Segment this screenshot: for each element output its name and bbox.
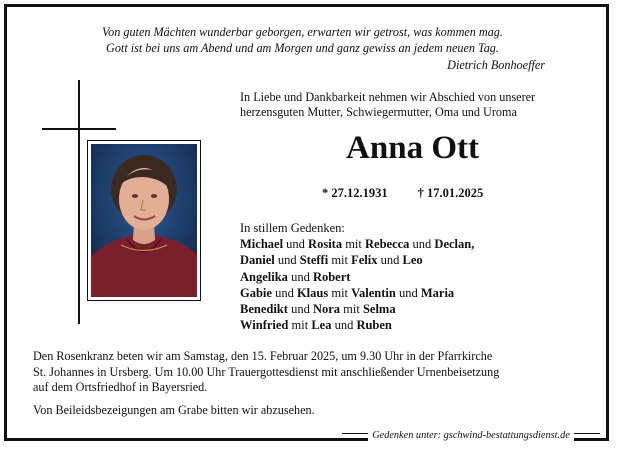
- intro-line-2: herzensguten Mutter, Schwiegermutter, Oma und Uroma: [240, 105, 517, 119]
- memorial-website-link[interactable]: Gedenken unter: gschwind-bestattungsdienst.de: [368, 430, 574, 441]
- portrait-frame: [87, 140, 201, 301]
- mourner-name: Ruben: [356, 318, 392, 333]
- mourner-line: [240, 317, 580, 333]
- mourner-name: Steffi: [299, 253, 329, 268]
- mourner-name: Benedikt: [240, 302, 288, 317]
- mourner-connector: mit: [342, 237, 365, 252]
- mourner-name: Leo: [402, 253, 423, 268]
- quote-line-1: Von guten Mächten wunderbar geborgen, erwarten wir getrost, was kommen mag.: [102, 25, 503, 39]
- mourner-line: [240, 252, 580, 268]
- mourner-name: Michael: [240, 237, 284, 252]
- mourner-name: Nora: [312, 302, 341, 317]
- mourner-name: Klaus: [296, 285, 329, 300]
- mourner-name: Winfried: [240, 318, 289, 333]
- mourner-connector: und: [377, 253, 403, 268]
- mourner-connector: und: [271, 285, 297, 300]
- mourners-list: [240, 220, 580, 333]
- mourner-line: [240, 236, 580, 252]
- farewell-intro: [240, 90, 600, 120]
- mourners-heading: In stillem Gedenken:: [240, 221, 345, 235]
- mourner-connector: und: [409, 237, 435, 252]
- quote-line-2: Gott ist bei uns am Abend und am Morgen und ganz gewiss an jedem neuen Tag.: [106, 41, 499, 55]
- mourner-name: Gabie: [240, 285, 272, 300]
- mourner-name: Felix: [351, 253, 378, 268]
- mourner-name: Robert: [312, 269, 351, 284]
- mourner-name: Lea: [311, 318, 332, 333]
- quote-author: Dietrich Bonhoeffer: [447, 58, 545, 72]
- mourner-name: Angelika: [240, 269, 288, 284]
- notice-line-1: Den Rosenkranz beten wir am Samstag, den 15. Februar 2025, um 9.30 Uhr in der Pfarrkirche: [33, 349, 493, 363]
- mourner-lines: [240, 236, 580, 333]
- service-notice: [33, 349, 593, 396]
- mourner-connector: und: [283, 237, 309, 252]
- notice-line-3: auf dem Ortsfriedhof in Bayersried.: [33, 380, 208, 394]
- mourner-connector: und: [331, 318, 357, 333]
- mourner-connector: und: [274, 253, 300, 268]
- condolence-note: Von Beileidsbezeigungen am Grabe bitten wir abzusehen.: [33, 403, 315, 417]
- mourner-name: Declan,: [434, 237, 475, 252]
- mourner-name: Rebecca: [365, 237, 410, 252]
- birth-date: * 27.12.1931: [322, 186, 388, 200]
- mourner-line: [240, 285, 580, 301]
- cross-horizontal-beam: [42, 128, 116, 130]
- mourner-connector: und: [287, 302, 313, 317]
- mourner-line: [240, 301, 580, 317]
- mourner-name: Daniel: [240, 253, 275, 268]
- cross-vertical-beam: [78, 80, 80, 324]
- notice-line-2: St. Johannes in Ursberg. Um 10.00 Uhr Trauergottesdienst mit anschließender Urnenbeisetzung: [33, 364, 500, 379]
- mourner-connector: mit: [328, 253, 352, 268]
- mourner-name: Rosita: [308, 237, 343, 252]
- life-dates: [322, 186, 483, 201]
- mourner-name: Valentin: [351, 285, 396, 300]
- mourner-line: [240, 269, 580, 285]
- mourner-connector: und: [287, 269, 313, 284]
- mourner-connector: mit: [288, 318, 312, 333]
- mourner-connector: mit: [328, 285, 352, 300]
- mourner-name: Selma: [362, 302, 396, 317]
- deceased-name: Anna Ott: [346, 130, 479, 166]
- mourner-name: Maria: [420, 285, 455, 300]
- mourner-connector: mit: [340, 302, 363, 317]
- intro-line-1: In Liebe und Dankbarkeit nehmen wir Abschied von unserer: [240, 90, 536, 104]
- bonhoeffer-quote: [30, 24, 575, 72]
- death-date: † 17.01.2025: [417, 186, 484, 200]
- portrait-photo: [91, 144, 197, 297]
- mourner-connector: und: [395, 285, 421, 300]
- footer: [342, 425, 600, 443]
